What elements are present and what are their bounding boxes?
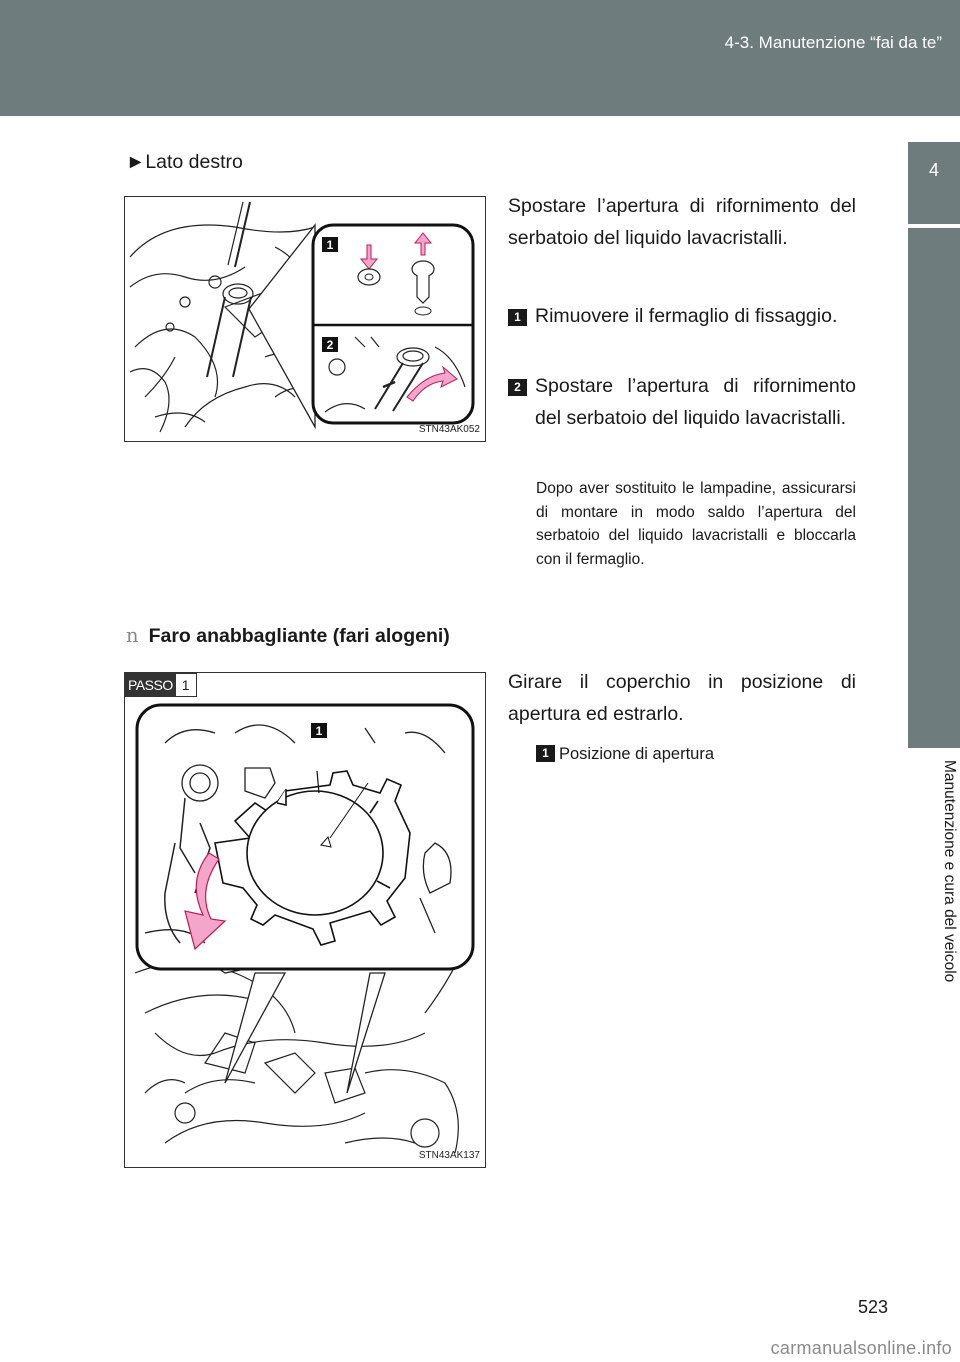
section-heading-text: Lato destro (145, 151, 243, 173)
watermark: carmanualsonline.info (770, 1338, 952, 1358)
triangle-marker-icon: ► (126, 151, 146, 173)
subheading-text: Faro anabbagliante (fari alogeni) (148, 625, 450, 647)
callout-badge-2-label: 2 (326, 338, 334, 352)
step-text: Rimuovere il fermaglio di fissaggio. (535, 305, 838, 327)
step-badge: 1 (508, 309, 527, 326)
page-number: 523 (857, 1297, 888, 1317)
figure-code: STN43AK137 (418, 1150, 480, 1161)
chapter-number: 4 (928, 160, 939, 180)
header-bar (0, 0, 960, 116)
section-heading-right-side (126, 151, 243, 174)
legend-badge: 1 (536, 745, 555, 762)
section-title: 4-3. Manutenzione “fai da te” (724, 33, 942, 52)
step-number: 1 (181, 677, 190, 693)
bullet-marker: n (126, 624, 139, 647)
chapter-tab-lower (908, 228, 960, 748)
figure-headlamp-cover (124, 672, 486, 1168)
intro-paragraph: Spostare l’apertura di rifornimento del serbatoio del liquido lavacristalli. (508, 195, 856, 249)
chapter-label: Manutenzione e cura del veicolo (941, 760, 958, 983)
callout-badge-1-label: 1 (326, 238, 334, 252)
note-paragraph: Dopo aver sostituito le lampadine, assicurarsi di montare in modo saldo l’apertura del serbatoio del liquido lavacristalli e bloccarla con il fermaglio. (536, 480, 856, 568)
headlamp-illustration (125, 673, 485, 1167)
figure-washer-filler (124, 196, 486, 442)
step-item (508, 300, 856, 332)
step-label: PASSO (125, 674, 176, 696)
step-text: Spostare l’apertura di rifornimento del serbatoio del liquido lavacristalli. (535, 375, 856, 429)
figure-code: STN43AK052 (418, 424, 480, 435)
step-label-box (124, 673, 197, 697)
subheading-low-beam (126, 624, 450, 648)
legend-item (536, 745, 714, 764)
step-badge: 2 (508, 379, 527, 396)
step-item (508, 370, 856, 434)
engine-bay-illustration (125, 197, 485, 441)
instruction-paragraph: Girare il coperchio in posizione di apertura ed estrarlo. (508, 671, 856, 725)
callout-badge-1-label: 1 (315, 724, 323, 738)
legend-text: Posizione di apertura (559, 745, 715, 763)
